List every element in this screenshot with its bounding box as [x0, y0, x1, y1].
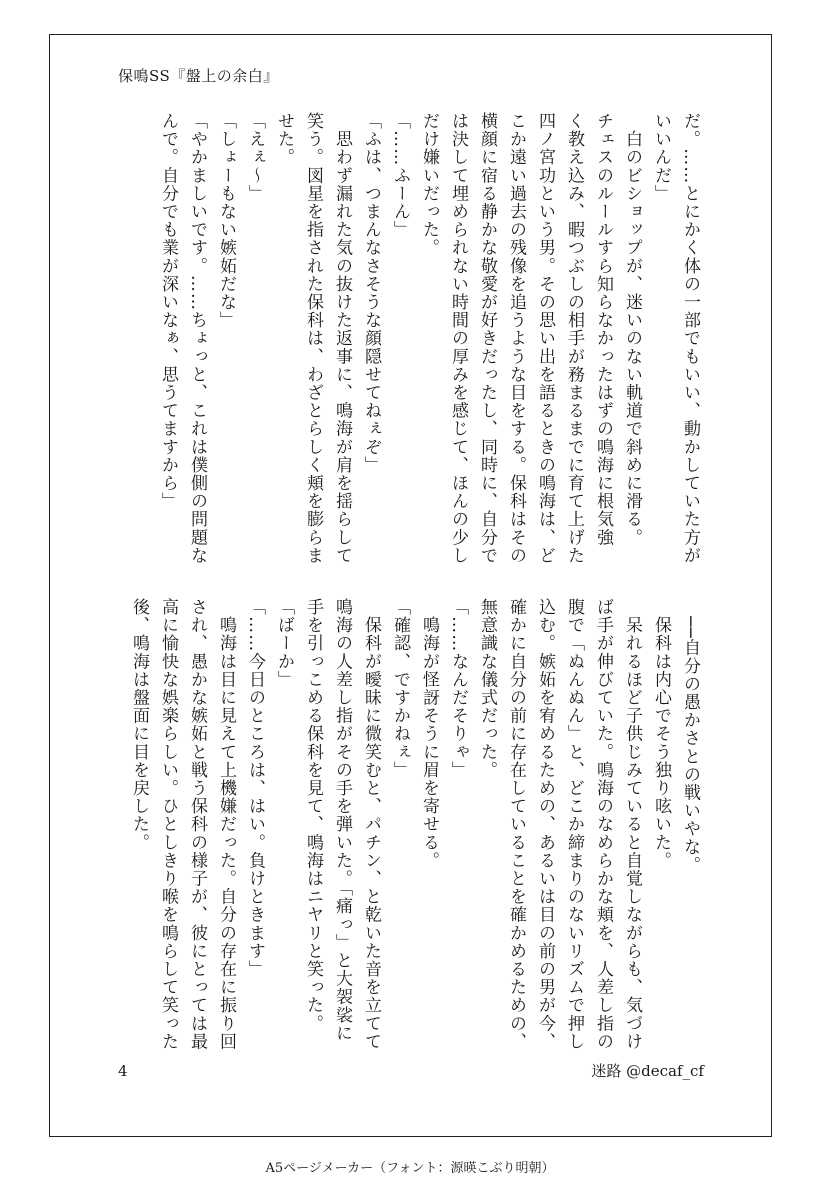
text-line: こか遠い過去の残像を追うような目をする。保科はその [506, 112, 526, 565]
text-line: 保科は内心でそう独り呟いた。 [651, 598, 671, 870]
text-line: 込む。嫉妬を宥めるための、あるいは目の前の男が今、 [535, 598, 555, 1051]
text-line: く教え込み、暇つぶしの相手が務まるまでに育て上げた [564, 112, 584, 565]
text-line: 笑う。図星を指された保科は、わざとらしく頬を膨らま [303, 112, 323, 565]
text-line: 「……今日のところは、はい。負けときます」 [245, 598, 265, 979]
text-line: 「やかましいです。……ちょっと、これは僕側の問題な [187, 112, 207, 565]
text-line: 「確認、ですかねぇ」 [390, 598, 410, 779]
text-line: 思わず漏れた気の抜けた返事に、鳴海が肩を揺らして [332, 112, 352, 565]
text-line: 保科が曖昧に微笑むと、パチン、と乾いた音を立てて [361, 598, 381, 1051]
text-line: だけ嫌いだった。 [419, 112, 439, 257]
text-line: ──自分の愚かさとの戦いやな。 [680, 598, 700, 875]
text-line: ば手が伸びていた。鳴海のなめらかな頬を、人差し指の [593, 598, 613, 1051]
text-line: 白のビショップが、迷いのない軌道で斜めに滑る。 [622, 112, 642, 547]
text-line: 無意識な儀式だった。 [477, 598, 497, 779]
text-line: 高に愉快な娯楽らしい。ひとしきり喉を鳴らして笑った [158, 598, 178, 1051]
text-line: され、愚かな嫉妬と戦う保科の様子が、彼にとっては最 [187, 598, 207, 1051]
text-line: だ。……とにかく体の一部でもいい、動かしていた方が [680, 112, 700, 565]
text-line: は決して埋められない時間の厚みを感じて、ほんの少し [448, 112, 468, 565]
text-line: 腹で「ぬんぬん」と、どこか締まりのないリズムで押し [564, 598, 584, 1051]
page-number: 4 [118, 1062, 128, 1080]
text-line: 手を引っこめる保科を見て、鳴海はニヤリと笑った。 [303, 598, 323, 1033]
text-line: んで。自分でも業が深いなぁ、思うてますから」 [158, 112, 178, 511]
text-line: せた。 [274, 112, 294, 167]
text-line: 呆れるほど子供じみていると自覚しながらも、気づけ [622, 598, 642, 1051]
text-line: 「……ふーん」 [390, 112, 410, 239]
text-line: 「しょーもない嫉妬だな」 [216, 112, 236, 330]
text-line: 確かに自分の前に存在していることを確かめるための、 [506, 598, 526, 1051]
text-line: 「ふは、つまんなさそうな顔隠せてねぇぞ」 [361, 112, 381, 474]
text-line: 「えぇ〜」 [245, 112, 265, 203]
text-line: 横顔に宿る静かな敬愛が好きだったし、同時に、自分で [477, 112, 497, 565]
text-line: 四ノ宮功という男。その思い出を語るときの鳴海は、ど [535, 112, 555, 565]
author-credit: 迷路 @decaf_cf [591, 1062, 704, 1080]
text-line: 鳴海が怪訝そうに眉を寄せる。 [419, 598, 439, 870]
footer-note: A5ページメーカー（フォント：源暎こぶり明朝） [265, 1161, 555, 1176]
text-line: いいんだ」 [651, 112, 671, 203]
text-line: 鳴海は目に見えて上機嫌だった。自分の存在に振り回 [216, 598, 236, 1051]
text-line: 後、鳴海は盤面に目を戻した。 [129, 598, 149, 852]
text-line: 鳴海の人差し指がその手を弾いた。「痛っ」と大袈裟に [332, 598, 352, 1042]
text-line: チェスのルールすら知らなかったはずの鳴海に根気強 [593, 112, 613, 547]
text-line: 「ばーか」 [274, 598, 294, 689]
body-text-top [153, 112, 704, 592]
header-title: 保鳴SS『盤上の余白』 [118, 67, 279, 85]
body-text-bottom [124, 598, 704, 1078]
text-line: 「……なんだそりゃ」 [448, 598, 468, 779]
